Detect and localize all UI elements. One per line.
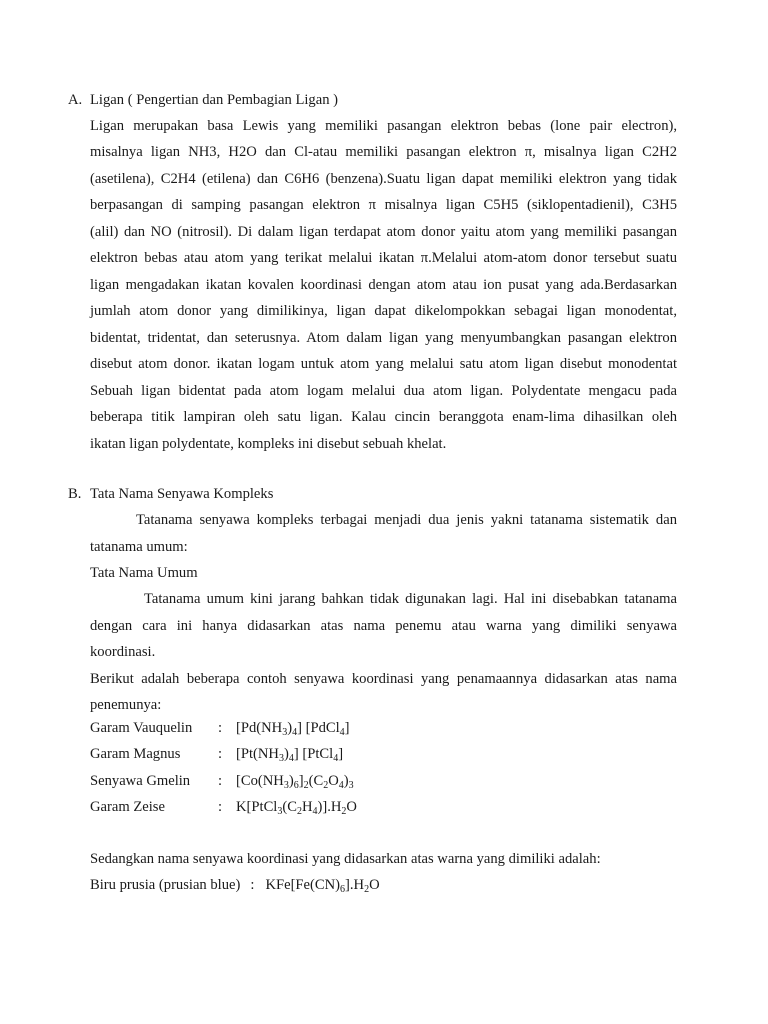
section-a-line: Ligan merupakan basa Lewis yang memiliki pasangan elektron bebas (lone pair electron), [90, 118, 677, 134]
section-a-line: ikatan ligan polydentate, kompleks ini disebut sebuah khelat. [90, 436, 447, 452]
compound-row [90, 772, 354, 790]
compound-name: Garam Vauquelin [90, 720, 193, 736]
compound-formula: $[Pt(NH_3)_4]$ [PtCl$_4$] [236, 746, 344, 764]
section-b-paragraph-line: koordinasi. [90, 644, 156, 660]
compound-name: Biru prusia (prusian blue) [90, 877, 241, 893]
compound-name: Garam Zeise [90, 799, 165, 815]
section-a-line: misalnya ligan NH3, H2O dan Cl-atau memiliki pasangan elektron π, misalnya ligan C2H2 [90, 144, 677, 160]
section-b-heading [68, 485, 273, 503]
compound-colon: : [218, 746, 223, 762]
section-b-paragraph-line: Berikut adalah beberapa contoh senyawa koordinasi yang penamaannya didasarkan atas nama [90, 671, 677, 687]
compound-formula: $K[PtCl_3(C_2H_4)].H_2O$ [236, 799, 357, 817]
section-a-line: disebut atom donor. ikatan logam untuk atom yang melalui satu atom ligan disebut monodentat [90, 356, 677, 372]
section-b-paragraph-line: penemunya: [90, 697, 162, 713]
section-a-line: (alil) dan NO (nitrosil). Di dalam ligan terdapat atom donor yaitu atom yang memiliki pasangan [90, 224, 677, 240]
section-b-title: Tata Nama Senyawa Kompleks [90, 486, 274, 502]
compound-row [90, 719, 350, 737]
section-b-intro-line: tatanama umum: [90, 539, 188, 555]
section-b-paragraph-line: dengan cara ini hanya didasarkan atas nama penemu atau warna yang dimiliki senyawa [90, 618, 677, 634]
section-b-letter: B. [68, 486, 82, 502]
section-b-intro-line: Tatanama senyawa kompleks terbagai menjadi dua jenis yakni tatanama sistematik dan [136, 512, 677, 528]
section-b-paragraph-line: Tatanama umum kini jarang bahkan tidak digunakan lagi. Hal ini disebabkan tatanama [144, 591, 677, 607]
color-naming-intro: Sedangkan nama senyawa koordinasi yang didasarkan atas warna yang dimiliki adalah: [90, 851, 601, 867]
compound-name: Senyawa Gmelin [90, 773, 191, 789]
compound-formula: $KFe[Fe(CN)_6].H_2O$ [265, 877, 380, 895]
compound-formula: $[Co(NH_3)_6]_2(C_2O_4)_3$ [236, 773, 354, 791]
compound-colon: : [250, 877, 255, 893]
section-a-line: Sebuah ligan bidentat pada atom logam melalui dua atom ligan. Polydentate mengacu pada [90, 383, 677, 399]
section-a-line: ligan mengadakan ikatan kovalen koordinasi dengan atom atau ion pusat yang ada.Berdasarkan [90, 277, 677, 293]
subheading-tata-nama-umum: Tata Nama Umum [90, 565, 198, 581]
compound-name: Garam Magnus [90, 746, 181, 762]
compound-row [90, 745, 343, 763]
section-a-heading [68, 91, 338, 109]
section-a-line: (asetilena), C2H4 (etilena) dan C6H6 (benzena).Suatu ligan dapat memiliki elektron yang tidak [90, 171, 677, 187]
compound-colon: : [218, 799, 223, 815]
compound-row [90, 798, 357, 816]
section-a-line: elektron bebas atau atom yang terikat melalui ikatan π.Melalui atom-atom donor tersebut suatu [90, 250, 677, 266]
section-a-line: berpasangan di samping pasangan elektron π misalnya ligan C5H5 (siklopentadienil), C3H5 [90, 197, 677, 213]
compound-row-color [90, 876, 380, 894]
compound-colon: : [218, 720, 223, 736]
section-a-letter: A. [68, 92, 83, 108]
section-a-line: beberapa titik lampiran oleh satu ligan. Kalau cincin beranggota enam-lima dihasilkan oleh [90, 409, 677, 425]
compound-colon: : [218, 773, 223, 789]
section-a-title: Ligan ( Pengertian dan Pembagian Ligan ) [90, 92, 339, 108]
section-a-line: jumlah atom donor yang dimilikinya, ligan dapat dikelompokkan sebagai ligan monodentat, [90, 303, 677, 319]
section-a-line: bidentat, tridentat, dan seterusnya. Atom dalam ligan yang menyumbangkan pasangan elektron [90, 330, 677, 346]
compound-formula: $[Pd(NH_3)_4]$ [PdCl$_4$] [236, 720, 350, 738]
